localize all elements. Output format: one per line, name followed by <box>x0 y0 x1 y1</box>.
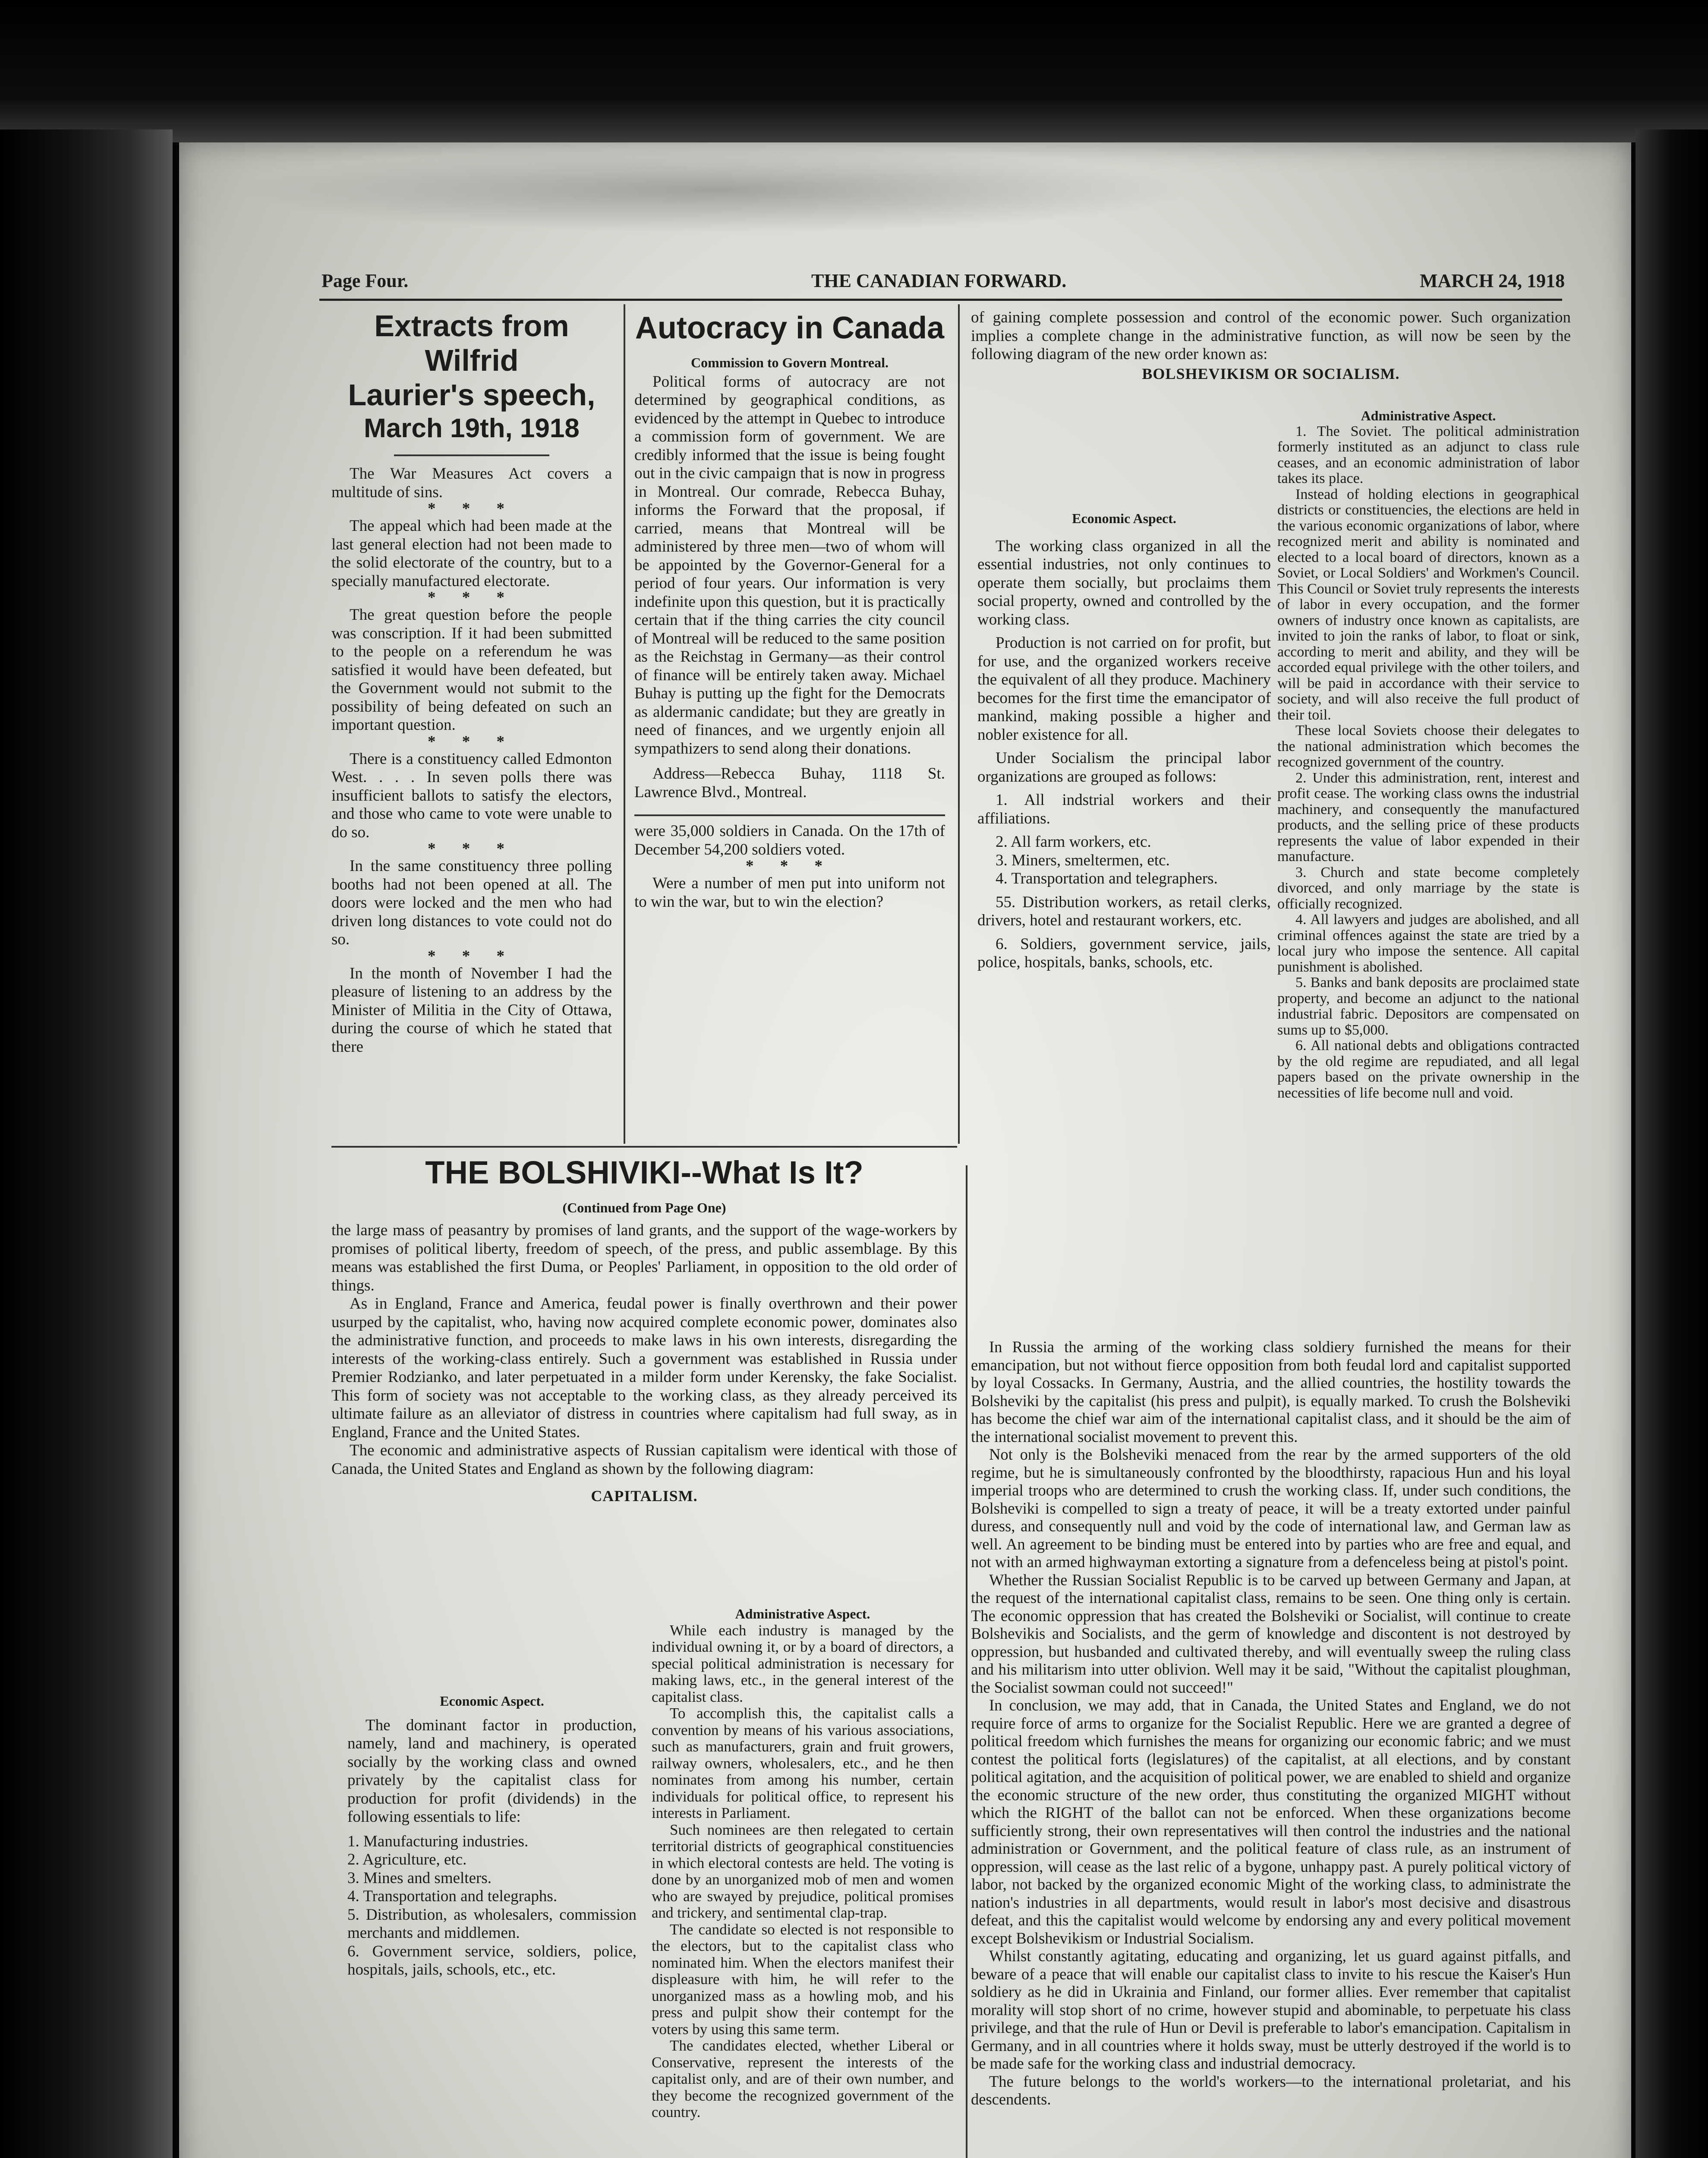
bolshiviki-headline: THE BOLSHIVIKI--What Is It? <box>425 1155 863 1190</box>
conclusion-para: Whether the Russian Socialist Republic is to be carved up between Germany and Japan, at the request of the international capitalist class, remains to be seen. One thing only is certain. The economic oppression that has created the Bolsheviki or Socialist, will continue to create Bolshevikis and Socialists, and the germ of knowledge and discontent is not destroyed by oppression, but husbanded and cultivated thereby, and will eventually sweep the ruling class and his militarism into utter oblivion. Well may it be said, "Without the capitalist ploughman, the Socialist sowman could not succeed!" <box>971 1571 1571 1696</box>
administrative-aspect-heading: Administrative Aspect. <box>735 1606 870 1622</box>
page-number: Page Four. <box>321 270 409 291</box>
socialism-admin-item: 3. Church and state become completely divorced, and only marriage by the state is officially recognized. <box>1277 864 1579 912</box>
socialism-admin-item: 6. All national debts and obligations contracted by the old regime are repudiated, and all legal papers based on the private ownership in the necessities of life become null and void. <box>1277 1038 1579 1101</box>
column-rule-1 <box>624 304 625 1144</box>
socialism-admin-item: 1. The Soviet. The political administration formerly instituted as an adjunct to class rule ceases, and an economic administration of labor takes its place. <box>1277 423 1579 486</box>
bolshiviki-para-1: the large mass of peasantry by promises of land grants, and the support of the wage-workers by promises of political liberty, freedom of speech, of the press, and public assemblage. By this means was established the first Duma, or Peoples' Parliament, in opposition to the old order of things. <box>331 1221 957 1294</box>
laurier-para-6: In the month of November I had the pleasure of listening to an address by the Minister of Militia in the City of Ottawa, during the course of which he stated that there <box>331 964 612 1056</box>
economic-item: 5. Distribution, as wholesalers, commission merchants and middlemen. <box>347 1906 637 1942</box>
title-rule <box>394 454 549 456</box>
administrative-para: While each industry is managed by the individual owning it, or by a board of directors, a special political administration is necessary for making laws, etc., in the general interest of the capitalist class. <box>652 1622 954 1705</box>
socialism-economic <box>977 509 1271 972</box>
economic-item: 3. Mines and smelters. <box>347 1869 492 1887</box>
laurier-title-line3: March 19th, 1918 <box>364 413 580 443</box>
laurier-para-5: In the same constituency three polling booths had not been opened at all. The doors were locked and the men who had driven long distances to vote could not do so. <box>331 857 612 948</box>
economic-aspect-body: The dominant factor in production, namely, land and machinery, is operated socially by the working class and owned privately by the capitalist class for production for profit (dividends) in the following essentials to life: <box>347 1716 637 1826</box>
economic-aspect-heading: Economic Aspect. <box>440 1693 544 1709</box>
socialism-admin-heading: Administrative Aspect. <box>1361 408 1496 423</box>
administrative-para: The candidates elected, whether Liberal or Conservative, represent the interests of the capitalist only, and are of their own number, and they become the recognized government of the country. <box>652 2037 954 2120</box>
laurier-para-2: The appeal which had been made at the last general election had not been made to the solid electorate of the country, but to a specially manufactured electorate. <box>331 517 612 590</box>
film-border-right <box>1636 129 1708 2158</box>
section-rule <box>634 814 945 816</box>
newspaper-title: THE CANADIAN FORWARD. <box>811 270 1067 291</box>
socialism-admin-item: Instead of holding elections in geographical districts or constituencies, the elections are held in the various economic organizations of labor, where recognized merit and ability is nominated and elected to a local board of directors, known as a Soviet, or Local Soldiers' and Workmen's Council. This Council or Soviet truly represents the interests of labor in every occupation, and the former owners of industry once known as capitalists, are invited to join the ranks of labor, to float or sink, according to merit and ability, and they will be accorded equal privilege with the other toilers, and will be paid in accordance with their service to society, and will also receive the full product of their toil. <box>1277 486 1579 723</box>
bolshiviki-para-2: As in England, France and America, feudal power is finally overthrown and their power usurped by the capitalist, who, having now acquired complete economic power, dominates also the administrative function, and proceeds to make laws in his own interests, disregarding the interests of the working-class entirely. Such a government was established in Russia under Premier Rodzianko, and later perpetuated in a milder form under Kerensky, the fake Socialist. This form of society was not acceptable to the working class, as they already perceived its ultimate failure as an alleviator of distress in countries where capitalism had full sway, as in England, France and the United States. <box>331 1295 957 1441</box>
autocracy-subtitle: Commission to Govern Montreal. <box>690 355 889 370</box>
socialism-economic-para: Production is not carried on for profit, but for use, and the organized workers receive the equivalent of all they produce. Machinery becomes for the first time the emancipator of mankind, making possible a higher and nobler existence for all. <box>977 634 1271 744</box>
laurier-title-line1: Extracts from Wilfrid <box>374 309 569 377</box>
right-intro <box>971 309 1571 383</box>
film-border-top <box>0 0 1708 142</box>
socialism-economic-item: 55. Distribution workers, as retail clerks, drivers, hotel and restaurant workers, etc. <box>977 893 1271 929</box>
column-rule-3 <box>966 1165 967 2158</box>
section-stars: * * * <box>746 857 834 875</box>
page-stain-top <box>242 147 1191 233</box>
socialism-economic-para: The working class organized in all the essential industries, not only continues to operate them socially, but proclaims them social property, owned and controlled by the working class. <box>977 537 1271 628</box>
issue-date: MARCH 24, 1918 <box>1420 270 1565 291</box>
right-intro-text: of gaining complete possession and control of the economic power. Such organization implies a complete change in the administrative function, as will now be seen by the following diagram of the new order known as: <box>971 309 1571 363</box>
section-stars: * * * <box>428 947 516 965</box>
economic-item: 1. Manufacturing industries. <box>347 1832 529 1850</box>
conclusion-para: In conclusion, we may add, that in Canada, the United States and England, we do not require force of arms to organize for the Socialist Republic. Here we are granted a degree of political freedom which furnishes the means for organizing our economic fabric; and we must contest the political forts (legislatures) of the capitalist, at all elections, and by constant political agitation, and the acquisition of political power, we are enabled to shield and organize the economic structure of the new order, thus constituting the organized MIGHT without which the RIGHT of the ballot can not be enforced. When these organizations become sufficiently strong, their own representatives will then control the industries and the national administration or Government, and the political feature of class rule, as an instrument of oppression, will cease as the last relic of a bygone, unhappy past. A purely political victory of labor, not backed by the organized economic Might of the working class, to administrate the nation's industries in all departments, would result in labor's most decisive and disastrous defeat, and this the capitalist would welcome by endorsing any and every political movement except Bolshevikism or Industrial Socialism. <box>971 1696 1571 1947</box>
socialism-admin-item: 2. Under this administration, rent, interest and profit cease. The working class owns the industrial machinery, and consequently the manufactured products, and the selling price of these products represents the value of labor expended in their manufacture. <box>1277 770 1579 864</box>
bolshiviki-conclusion <box>971 1338 1571 2108</box>
socialism-economic-para: Under Socialism the principal labor organizations are grouped as follows: <box>977 749 1271 786</box>
socialism-economic-item: 6. Soldiers, government service, jails, police, hospitals, banks, schools, etc. <box>977 935 1271 971</box>
laurier-para-3: The great question before the people was conscription. If it had been submitted to the people on a referendum he was satisfied it would have been defeated, but the Government would not submit to the possibility of being defeated on such an important question. <box>331 606 612 734</box>
socialism-heading: BOLSHEVIKISM OR SOCIALISM. <box>1142 365 1400 382</box>
administrative-para: Such nominees are then relegated to certain territorial districts of geographical constituencies in which electoral contests are held. The voting is done by an unorganized mob of men and women who are swayed by prejudice, political promises and trickery, and sentimental clap-trap. <box>652 1821 954 1921</box>
bolshiviki-intro <box>331 1221 957 1505</box>
socialism-economic-item: 1. All indstrial workers and their affiliations. <box>977 791 1271 827</box>
administrative-para: The candidate so elected is not responsible to the electors, but to the capitalist class who nominated him. When the electors manifest their displeasure with him, he will refer to the unorganized mass as a howling mob, and his press and pulpit show their contempt for the voters by using this same term. <box>652 1921 954 2038</box>
laurier-para-4: There is a constituency called Edmonton West. . . . In seven polls there was insufficient ballots to satisfy the electors, and those who came to vote were unable to do so. <box>331 750 612 841</box>
autocracy-address: Address—Rebecca Buhay, 1118 St. Lawrence Blvd., Montreal. <box>634 765 945 801</box>
socialism-economic-item: 4. Transportation and telegraphers. <box>996 870 1218 887</box>
capitalism-heading: CAPITALISM. <box>591 1487 698 1505</box>
bolshiviki-para-3: The economic and administrative aspects of Russian capitalism were identical with those of Canada, the United States and England as shown by the following diagram: <box>331 1442 957 1478</box>
administrative-para: To accomplish this, the capitalist calls a convention by means of his various associations, such as manufacturers, grain and fruit growers, railway owners, wholesalers, etc., and he then nominates from among his number, certain individuals for political office, to represent his interests in Parliament. <box>652 1705 954 1821</box>
continued-note: (Continued from Page One) <box>562 1200 726 1215</box>
film-border-left <box>0 129 173 2158</box>
laurier-para-1: The War Measures Act covers a multitude of sins. <box>331 465 612 501</box>
autocracy-title: Autocracy in Canada <box>635 311 945 345</box>
socialism-economic-item: 2. All farm workers, etc. <box>996 833 1151 851</box>
socialism-administrative <box>1277 408 1579 1101</box>
capitalism-administrative <box>652 1606 954 2121</box>
story-rule <box>331 1146 957 1148</box>
socialism-admin-item: These local Soviets choose their delegates to the national administration which becomes the recognized government of the country. <box>1277 722 1579 770</box>
autocracy-article <box>634 309 945 911</box>
economic-item: 4. Transportation and telegraphs. <box>347 1887 558 1905</box>
conclusion-para: The future belongs to the world's workers—to the international proletariat, and his descendents. <box>971 2072 1571 2108</box>
conclusion-para: Whilst constantly agitating, educating and organizing, let us guard against pitfalls, and beware of a peace that will enable our capitalist class to invite to his rescue the Kaiser's Hun soldiery as he did in Ukrainia and Finland, our former allies. Ever remember that capitalist morality will stop short of no crime, however stupid and abominable, to perpetuate his class privilege, and that the rule of Hun or Devil is preferable to labor's emancipation. Capitalism in Germany, and in all countries where it holds sway, must be utterly destroyed if the world is to be made safe for the working class and industrial democracy. <box>971 1947 1571 2072</box>
header-rule <box>319 299 1562 301</box>
column-rule-2 <box>958 304 960 1144</box>
laurier-article <box>331 309 612 1056</box>
conclusion-para: In Russia the arming of the working class soldiery furnished the means for their emancipation, but not without fierce opposition from both feudal lord and capitalist supported by loyal Cossacks. In Germany, Austria, and the allied countries, the hostility towards the Bolsheviki by the capitalist (his press and pulpit), is equally marked. To crush the Bolsheviki has become the chief war aim of the international capitalist class, and it should be the aim of the international socialist movement to prevent this. <box>971 1338 1571 1445</box>
autocracy-body: Political forms of autocracy are not determined by geographical conditions, as evidenced by the attempt in Quebec to introduce a commission form of government. We are credibly informed that the issue is being fought out in the civic campaign that is now in progress in Montreal. Our comrade, Rebecca Buhay, informs the Forward that the proposal, if carried, means that Montreal will be administered by three men—two of whom will be appointed by the Governor-General for a period of four years. Our information is very indefinite upon this question, but it is practically certain that if the thing carries the city council of Montreal will be reduced to the same position as the Reichstag in Germany—as their control of finance will be entirely taken away. Michael Buhay is putting up the fight for the Democrats as aldermanic candidate; but they are greatly in need of finances, and we urgently enjoin all sympathizers to send along their donations. <box>634 372 945 757</box>
socialism-economic-item: 3. Miners, smeltermen, etc. <box>996 851 1170 869</box>
section-stars: * * * <box>428 840 516 858</box>
socialism-economic-heading: Economic Aspect. <box>1072 511 1176 526</box>
capitalism-economic <box>347 1692 637 1979</box>
laurier-continued-1: were 35,000 soldiers in Canada. On the 17th of December 54,200 soldiers voted. <box>634 822 945 858</box>
economic-item: 2. Agriculture, etc. <box>347 1851 467 1868</box>
laurier-title-line2: Laurier's speech, <box>348 378 596 412</box>
section-stars: * * * <box>428 589 516 606</box>
laurier-continued-2: Were a number of men put into uniform not to win the war, but to win the election? <box>634 874 945 911</box>
socialism-admin-item: 5. Banks and bank deposits are proclaimed state property, and become an adjunct to the national industrial fabric. Depositors are compensated on sums up to $5,000. <box>1277 975 1579 1038</box>
socialism-admin-item: 4. All lawyers and judges are abolished, and all criminal offences against the state are tried by a local jury who impose the sentence. All capital punishment is abolished. <box>1277 912 1579 975</box>
conclusion-para: Not only is the Bolsheviki menaced from the rear by the armed supporters of the old regime, but he is simultaneously confronted by the bloodthirsty, rapacious Hun and his loyal imperial troops who are determined to crush the working class. If, under such conditions, the Bolsheviki is compelled to sign a treaty of peace, it will be a treaty extorted under painful duress, and consequently null and void by the code of international law, and German law as well. An agreement to be binding must be entered into by parties who are free and equal, and not with an armed highwayman extorting a signature from a defenceless being at pistol's point. <box>971 1445 1571 1571</box>
section-stars: * * * <box>428 500 516 517</box>
economic-item: 6. Government service, soldiers, police, hospitals, jails, schools, etc., etc. <box>347 1942 637 1978</box>
section-stars: * * * <box>428 732 516 751</box>
